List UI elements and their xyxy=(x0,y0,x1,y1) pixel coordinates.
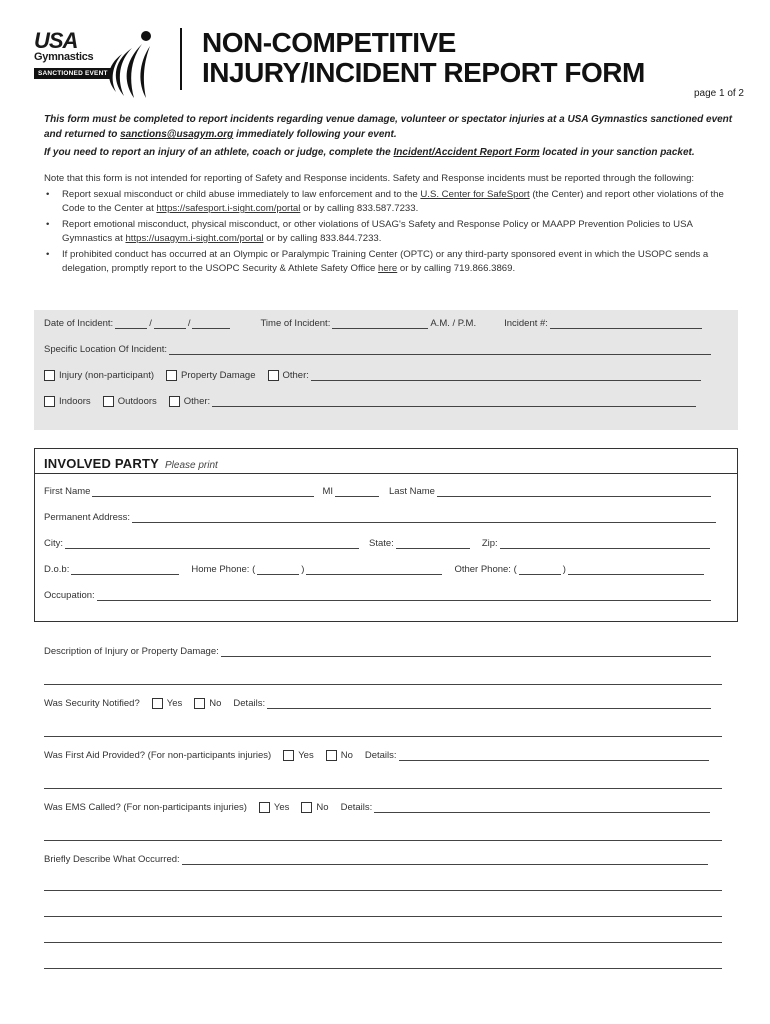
intro-p2-tail: located in your sanction packet. xyxy=(539,147,695,158)
date-of-incident-label: Date of Incident: xyxy=(44,318,114,329)
first-aid-line-2[interactable] xyxy=(44,788,722,789)
name-row xyxy=(44,486,713,497)
ems-yes-option[interactable] xyxy=(259,802,290,813)
other-phone-area-field[interactable] xyxy=(519,565,561,575)
incident-place-row xyxy=(44,396,698,407)
intro-p1-tail: immediately following your event. xyxy=(233,129,397,140)
logo-sanctioned-badge: SANCTIONED EVENT xyxy=(34,68,112,79)
first-aid-no-checkbox[interactable] xyxy=(326,750,337,761)
security-yes-label: Yes xyxy=(166,698,183,709)
first-name-label: First Name xyxy=(44,486,91,497)
incident-type-row xyxy=(44,370,703,381)
address-label: Permanent Address: xyxy=(44,512,131,523)
outdoors-option[interactable] xyxy=(103,396,157,407)
occurred-row xyxy=(44,854,710,865)
last-name-field[interactable] xyxy=(437,487,711,497)
place-other-checkbox[interactable] xyxy=(169,396,180,407)
type-other-option[interactable] xyxy=(268,370,309,381)
address-row xyxy=(44,512,718,523)
please-print-note: Please print xyxy=(165,460,218,471)
note-b1-text: Report sexual misconduct or child abuse immediately to law enforcement and to the xyxy=(62,189,421,200)
place-other-label: Other: xyxy=(183,396,211,407)
last-name-label: Last Name xyxy=(389,486,435,497)
dob-phone-row xyxy=(44,564,706,575)
state-field[interactable] xyxy=(396,539,470,549)
note-list xyxy=(44,188,734,276)
other-phone-label: Other Phone: ( xyxy=(454,564,517,575)
security-no-checkbox[interactable] xyxy=(194,698,205,709)
incident-report-form-link[interactable]: Incident/Accident Report Form xyxy=(393,147,540,158)
security-yes-checkbox[interactable] xyxy=(152,698,163,709)
description-field[interactable] xyxy=(221,647,711,657)
mi-field[interactable] xyxy=(335,487,379,497)
ems-no-option[interactable] xyxy=(301,802,328,813)
home-phone-label: Home Phone: ( xyxy=(191,564,256,575)
property-damage-label: Property Damage xyxy=(181,370,256,381)
description-line-2[interactable] xyxy=(44,684,722,685)
time-of-incident-label: Time of Incident: xyxy=(260,318,331,329)
ems-row xyxy=(44,802,712,813)
description-label: Description of Injury or Property Damage: xyxy=(44,646,219,657)
state-label: State: xyxy=(369,538,394,549)
outdoors-label: Outdoors xyxy=(117,396,157,407)
incident-number-field[interactable] xyxy=(550,319,702,329)
first-aid-details-field[interactable] xyxy=(399,751,709,761)
first-aid-row xyxy=(44,750,711,761)
outdoors-checkbox[interactable] xyxy=(103,396,114,407)
security-line-2[interactable] xyxy=(44,736,722,737)
note-b2-text: Report emotional misconduct, physical misconduct, or other violations of USAG's Safety and Response Policy or MAAPP Prevention Policies to USA Gymnastics at xyxy=(62,219,693,244)
logo-gymnastics-text: Gymnastics xyxy=(34,51,94,63)
note-item-usopc xyxy=(44,248,734,276)
security-details-field[interactable] xyxy=(267,699,711,709)
location-row xyxy=(44,344,713,355)
safety-note xyxy=(44,172,734,278)
first-aid-yes-label: Yes xyxy=(298,750,314,761)
intro-text xyxy=(44,112,734,163)
ems-label: Was EMS Called? (For non-participants injuries) xyxy=(44,802,247,813)
security-row xyxy=(44,698,713,709)
first-aid-label: Was First Aid Provided? (For non-participants injuries) xyxy=(44,750,272,761)
place-other-option[interactable] xyxy=(169,396,210,407)
form-title-line1: NON-COMPETITIVE xyxy=(202,27,456,58)
involved-party-title: INVOLVED PARTY xyxy=(44,456,159,471)
occurred-field[interactable] xyxy=(182,855,708,865)
involved-party-header xyxy=(34,448,738,474)
type-other-checkbox[interactable] xyxy=(268,370,279,381)
note-b3-tail: or by calling 719.866.3869. xyxy=(397,263,516,274)
security-label: Was Security Notified? xyxy=(44,698,140,709)
description-row xyxy=(44,646,713,657)
security-details-label: Details: xyxy=(233,698,266,709)
occurred-label: Briefly Describe What Occurred: xyxy=(44,854,180,865)
usagym-portal-link[interactable]: https://usagym.i-sight.com/portal xyxy=(125,233,264,244)
safesport-center-link[interactable]: U.S. Center for SafeSport xyxy=(420,189,530,200)
intro-paragraph-1 xyxy=(44,112,734,142)
home-phone-area-field[interactable] xyxy=(257,565,299,575)
ems-no-checkbox[interactable] xyxy=(301,802,312,813)
zip-field[interactable] xyxy=(500,539,710,549)
property-damage-checkbox[interactable] xyxy=(166,370,177,381)
note-b1-mid: (the Center) and report other violations of the Code to the Center at xyxy=(62,189,724,214)
first-aid-no-label: No xyxy=(340,750,353,761)
logo-usa-text: USA xyxy=(34,28,78,53)
indoors-option[interactable] xyxy=(44,396,91,407)
date-day-field[interactable] xyxy=(154,319,186,329)
intro-p2-text: If you need to report an injury of an athlete, coach or judge, complete the xyxy=(44,147,394,158)
note-item-usag xyxy=(44,218,734,246)
note-b3-text: If prohibited conduct has occurred at an Olympic or Paralympic Training Center (OPTC) or any third-party sponsored event in which the USOPC sends a delegation, promptly report to the USOPC Security & Athlete Safety Office xyxy=(62,249,709,274)
occurred-line-3[interactable] xyxy=(44,916,722,917)
first-aid-yes-option[interactable] xyxy=(283,750,314,761)
ems-no-label: No xyxy=(316,802,329,813)
location-field[interactable] xyxy=(169,345,711,355)
security-no-option[interactable] xyxy=(194,698,221,709)
injury-label: Injury (non-participant) xyxy=(59,370,155,381)
usopc-here-link[interactable]: here xyxy=(378,263,398,274)
first-aid-details-label: Details: xyxy=(364,750,397,761)
other-phone-paren: ) xyxy=(562,564,566,575)
occupation-label: Occupation: xyxy=(44,590,95,601)
safesport-portal-link[interactable]: https://safesport.i-sight.com/portal xyxy=(156,203,301,214)
ems-details-field[interactable] xyxy=(374,803,710,813)
form-title-line2: INJURY/INCIDENT REPORT FORM xyxy=(202,57,645,88)
date-month-field[interactable] xyxy=(115,319,147,329)
occurred-line-2[interactable] xyxy=(44,890,722,891)
address-field[interactable] xyxy=(132,513,716,523)
date-year-field[interactable] xyxy=(192,319,230,329)
type-other-field[interactable] xyxy=(311,371,701,381)
gymnast-swoosh-icon xyxy=(102,28,162,102)
security-no-label: No xyxy=(209,698,222,709)
page-number: page 1 of 2 xyxy=(693,88,744,99)
injury-checkbox[interactable] xyxy=(44,370,55,381)
dob-label: D.o.b: xyxy=(44,564,70,575)
home-phone-paren: ) xyxy=(301,564,305,575)
indoors-label: Indoors xyxy=(59,396,91,407)
property-damage-option[interactable] xyxy=(166,370,255,381)
ems-line-2[interactable] xyxy=(44,840,722,841)
occupation-field[interactable] xyxy=(97,591,711,601)
security-yes-option[interactable] xyxy=(152,698,183,709)
ems-yes-label: Yes xyxy=(273,802,290,813)
ems-yes-checkbox[interactable] xyxy=(259,802,270,813)
occurred-line-4[interactable] xyxy=(44,942,722,943)
note-b2-tail: or by calling 833.844.7233. xyxy=(263,233,382,244)
type-other-label: Other: xyxy=(282,370,309,381)
header-divider xyxy=(180,28,182,90)
usa-gymnastics-logo xyxy=(34,28,184,108)
first-aid-yes-checkbox[interactable] xyxy=(283,750,294,761)
city-state-zip-row xyxy=(44,538,712,549)
city-label: City: xyxy=(44,538,63,549)
occupation-row xyxy=(44,590,713,601)
form-title xyxy=(202,28,645,88)
first-name-field[interactable] xyxy=(92,487,314,497)
am-pm-label: A.M. / P.M. xyxy=(430,318,477,329)
sanctions-email-link[interactable]: sanctions@usagym.org xyxy=(120,129,234,140)
home-phone-field[interactable] xyxy=(306,565,442,575)
dob-field[interactable] xyxy=(71,565,179,575)
form-header xyxy=(34,22,744,102)
occurred-line-5[interactable] xyxy=(44,968,722,969)
place-other-field[interactable] xyxy=(212,397,696,407)
intro-p1-text: This form must be completed to report incidents regarding venue damage, volunteer or spectator injuries at a USA Gymnastics sanctioned event and returned to xyxy=(44,114,733,140)
injury-option[interactable] xyxy=(44,370,154,381)
note-item-safesport xyxy=(44,188,734,216)
mi-label: MI xyxy=(322,486,334,497)
first-aid-no-option[interactable] xyxy=(326,750,353,761)
other-phone-field[interactable] xyxy=(568,565,704,575)
note-b1-tail: or by calling 833.587.7233. xyxy=(300,203,419,214)
note-lead: Note that this form is not intended for reporting of Safety and Response incidents. Safety and Response incidents must be reported through the following: xyxy=(44,173,695,184)
incident-date-time-row: Date of Incident: / / Time of Incident: A.M. / P.M. Incident #: xyxy=(44,318,704,329)
ems-details-label: Details: xyxy=(340,802,373,813)
time-of-incident-field[interactable] xyxy=(332,319,428,329)
indoors-checkbox[interactable] xyxy=(44,396,55,407)
location-label: Specific Location Of Incident: xyxy=(44,344,168,355)
zip-label: Zip: xyxy=(481,538,498,549)
intro-paragraph-2 xyxy=(44,145,734,160)
city-field[interactable] xyxy=(65,539,359,549)
incident-number-label: Incident #: xyxy=(504,318,548,329)
